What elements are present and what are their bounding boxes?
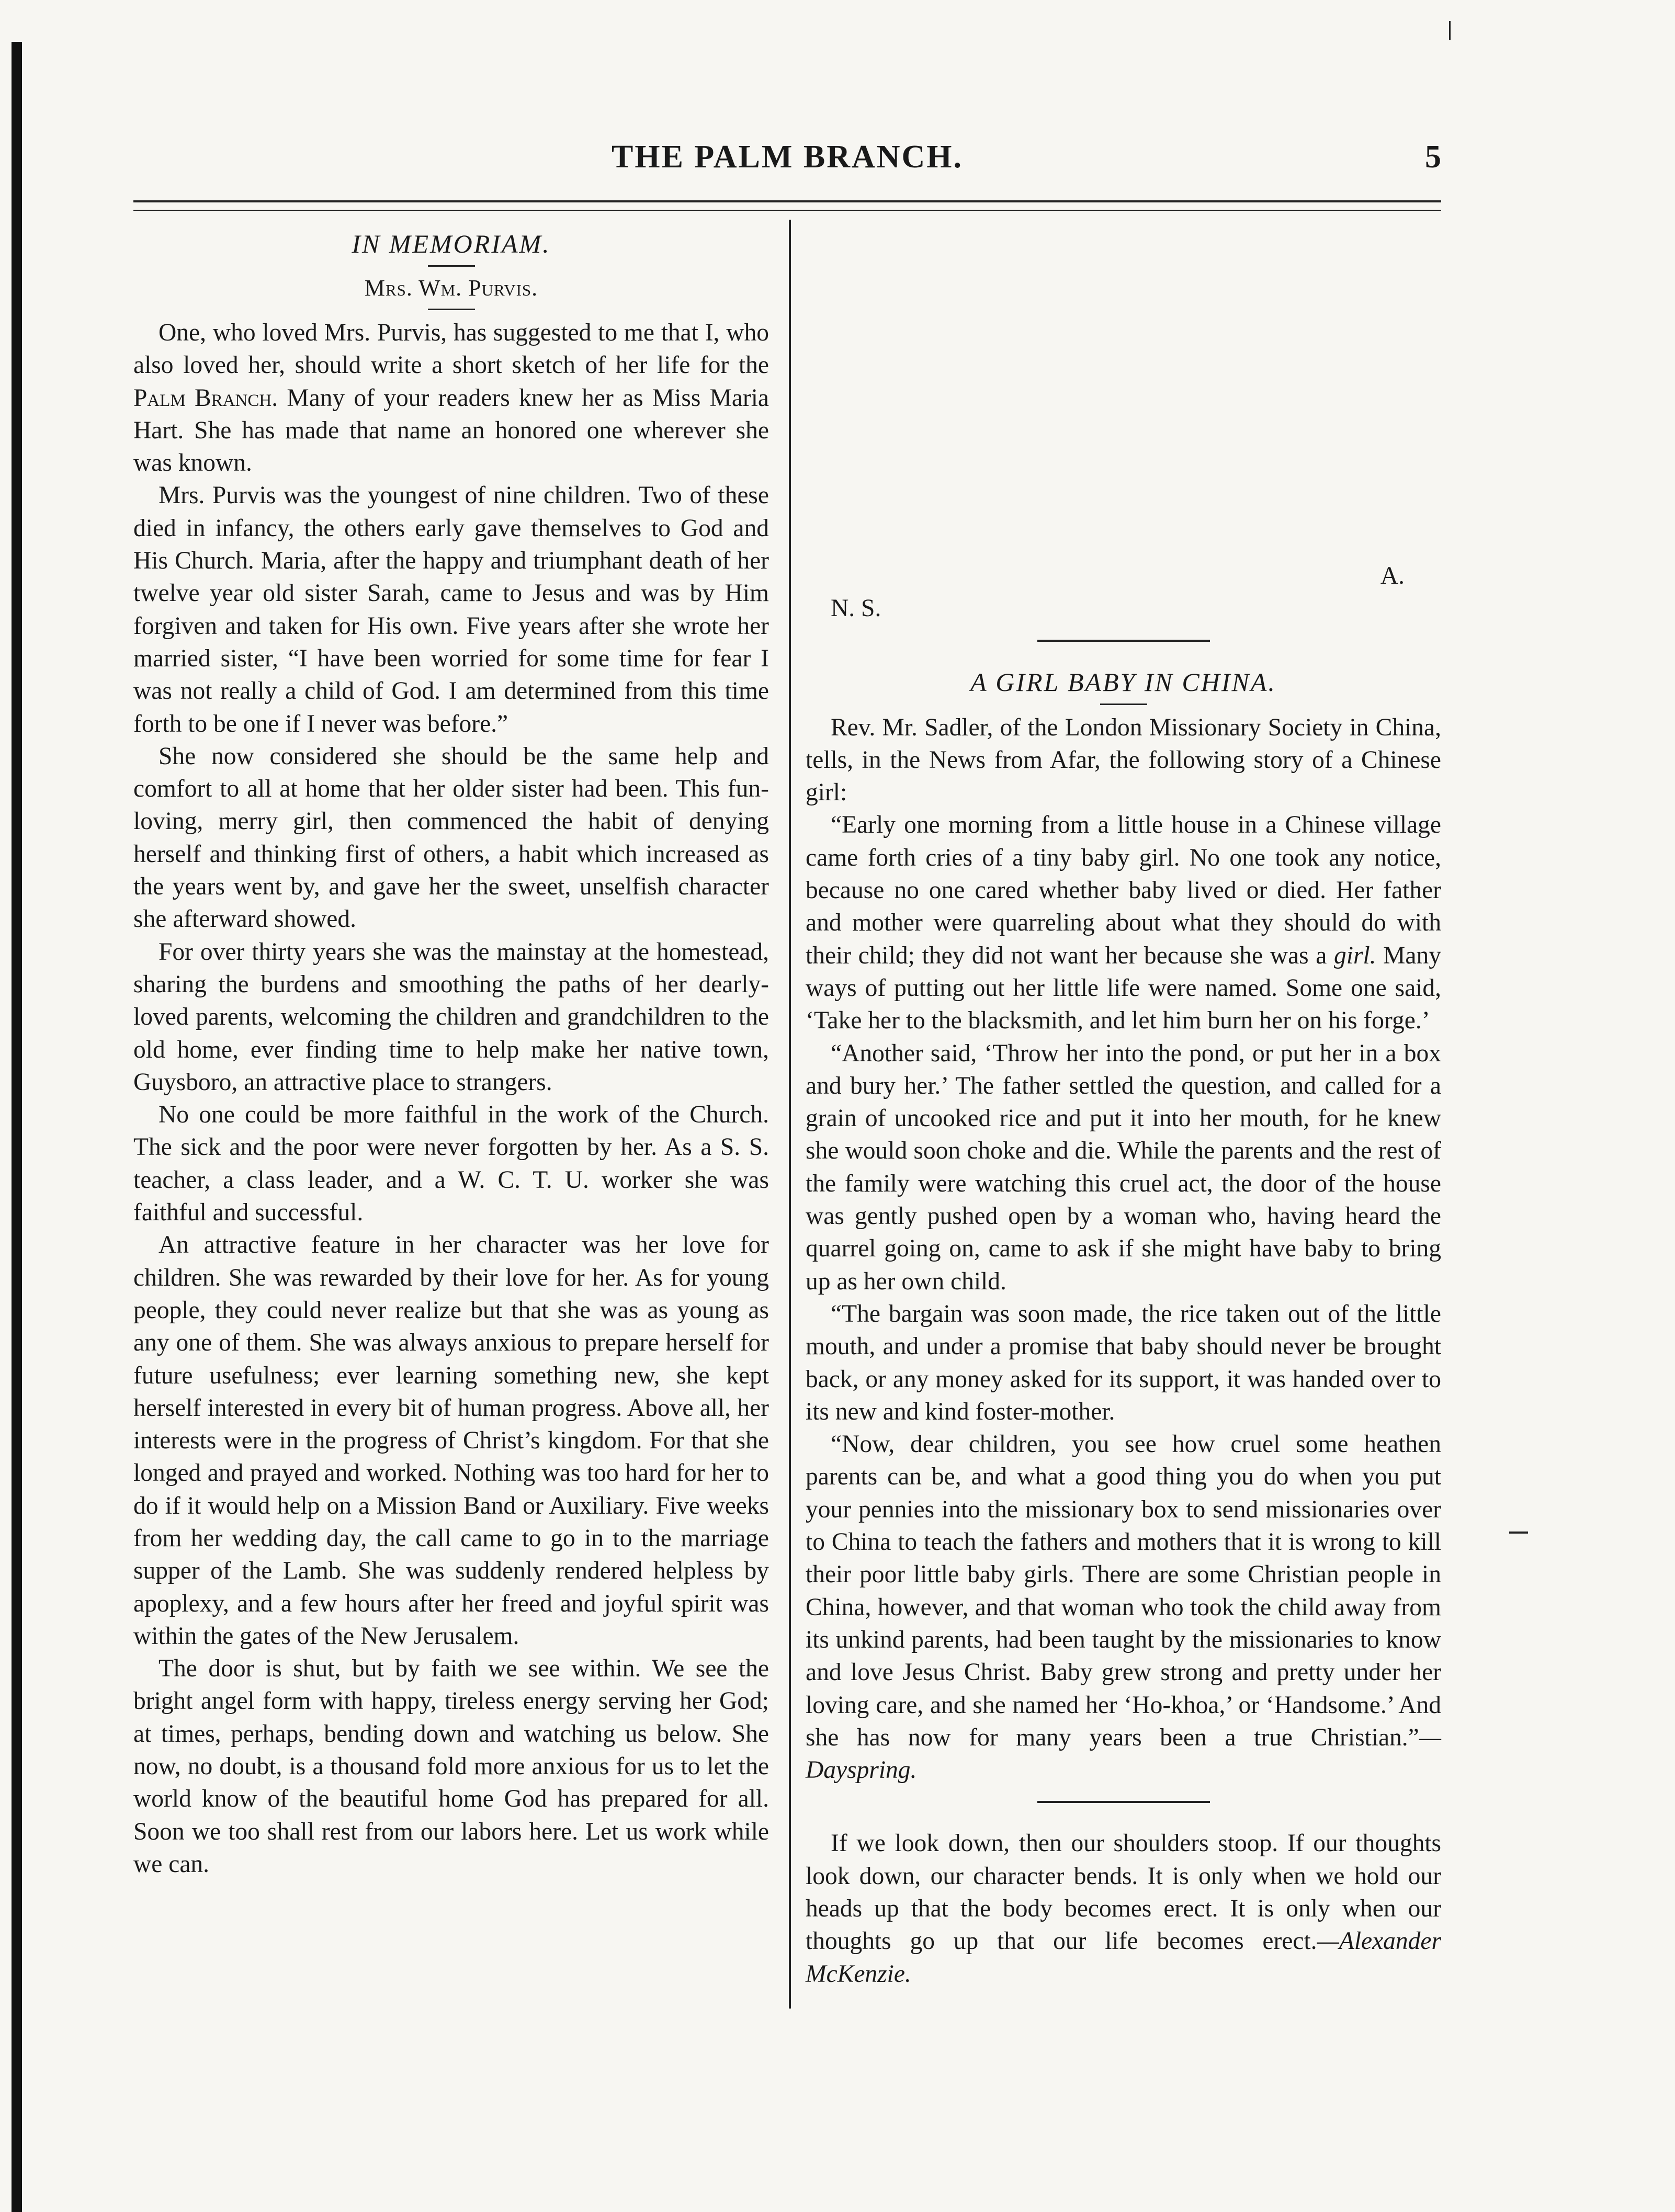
girl-baby-paragraph: Rev. Mr. Sadler, of the London Missionary Society in China, tells, in the News from Afar, the following story of a Chinese girl: — [806, 713, 1441, 807]
girl-baby-paragraph — [806, 1428, 1441, 1786]
memoriam-paragraph: Mrs. Purvis was the youngest of nine children. Two of these died in infancy, the others early gave themselves to God and His Church. Maria, after the happy and triumphant death of her twelve year old sister Sarah, came to Jesus and was by Him forgiven and taken for His own. Five years after she wrote her married sister, “I have been worried for some time for fear I was not really a child of God. I am determined from this time forth to be one if I never was before.” — [133, 482, 769, 738]
page-number: 5 — [1425, 139, 1441, 175]
signature-row — [806, 560, 1441, 592]
margin-mark — [1449, 21, 1451, 40]
left-column — [133, 222, 769, 1880]
memoriam-paragraph: An attractive feature in her character was her love for children. She was rewarded by their love for her. As for young people, they could never realize but that she was as young as any one of them. She was always anxious to prepare herself for future usefulness; ever learning something new, she kept herself interested in every bit of human progress. Above all, her interests were in the progress of Christ’s kingdom. For that she longed and prayed and worked. Nothing was too hard for her to do if it would help on a Mission Band or Auxiliary. Five weeks from her wedding day, the call came to go in to the marriage supper of the Lamb. She was suddenly rendered helpless by apoplexy, and a few hours after her freed and joyful spirit was within the gates of the New Jerusalem. — [133, 1231, 769, 1650]
quote-author: —Alexander McKenzie. — [806, 1927, 1441, 1988]
header-rule — [133, 200, 1441, 211]
memoriam-title: IN MEMORIAM. — [352, 229, 551, 258]
column-divider — [789, 220, 791, 2009]
girl-baby-title: A GIRL BABY IN CHINA. — [970, 667, 1276, 697]
emphasis-girl: girl. — [1334, 941, 1376, 969]
memoriam-paragraph-text: One, who loved Mrs. Purvis, has suggested to me that I, who also loved her, should write a short sketch of her life for the — [133, 319, 769, 379]
section-rule — [1037, 640, 1210, 642]
quote-paragraph — [806, 1827, 1441, 1990]
girl-baby-paragraph-text: “Early one morning from a little house in a Chinese village came forth cries of a tiny baby girl. No one took any notice, because no one cared whether baby lived or died. Her father and mother were quarreling about what they should do with their child; they did not want her because she was a — [806, 811, 1441, 969]
girl-baby-paragraph-text: “Now, dear children, you see how cruel some heathen parents can be, and what a good thing you do when you put your pennies into the missionary box to send missionaries over to China to teach the fathers and mothers that it is wrong to kill their poor little baby girls. There are some Christian people in China, however, and that woman who took the child away from its unkind parents, had been taught by the missionaries to know and love Jesus Christ. Baby grew strong and pretty under her loving care, and she named her ‘Ho-khoa,’ or ‘Handsome.’ And she has now for many years been a true Christian.” — [806, 1431, 1441, 1751]
memoriam-paragraph: She now considered she should be the same help and comfort to all at home that her older sister had been. This fun-loving, merry girl, then commenced the habit of denying herself and thinking first of others, a habit which increased as the years went by, and gave her the sweet, unselfish character she afterward showed. — [133, 742, 769, 933]
title-rule — [1100, 704, 1147, 705]
girl-baby-paragraph-text: Many ways of putting out her little life were named. Some one said, ‘Take her to the blacksmith, and let him burn her on his forge.’ — [806, 941, 1441, 1035]
binding-edge — [12, 42, 22, 2212]
girl-baby-paragraph: “The bargain was soon made, the rice taken out of the little mouth, and under a promise that baby should never be brought back, or any money asked for its support, it was handed over to its new and kind foster-mother. — [806, 1300, 1441, 1425]
source-credit: —Dayspring. — [806, 1723, 1441, 1784]
memoriam-subject: Mrs. Wm. Purvis. — [364, 275, 538, 301]
girl-baby-paragraph — [806, 809, 1441, 1037]
memoriam-paragraph: The door is shut, but by faith we see within. We see the bright angel form with happy, tireless energy serving her God; at times, perhaps, bending down and watching us below. She now, no doubt, is a thousand fold more anxious for us to let the world know of the beautiful home God has prepared for all. Soon we too shall rest from our labors here. Let us work while we can. — [133, 1655, 769, 1878]
memoriam-signature: A. — [1380, 562, 1405, 589]
memoriam-paragraph: For over thirty years she was the mainstay at the homestead, sharing the burdens and smoothing the paths of her dearly-loved parents, welcoming the children and grandchildren to the old home, ever finding time to help make her native town, Guysboro, an attractive place to strangers. — [133, 938, 769, 1096]
memoriam-paragraph-text: . Many of your readers knew her as Miss Maria Hart. She has made that name an honored one wherever she was known. — [133, 384, 769, 477]
title-rule — [428, 265, 475, 267]
right-column — [806, 560, 1441, 1990]
page-header — [133, 139, 1441, 196]
magazine-name: Palm Branch — [133, 384, 272, 412]
memoriam-initials: N. S. — [831, 595, 881, 622]
girl-baby-paragraph: “Another said, ‘Throw her into the pond, or put her in a box and bury her.’ The father settled the question, and called for a grain of uncooked rice and put it into her mouth, for he knew she would soon choke and die. While the parents and the rest of the family were watching this cruel act, the door of the house was gently pushed open by a woman who, having heard the quarrel going on, came to ask if she might have baby to bring up as her own child. — [806, 1039, 1441, 1295]
subject-rule — [428, 309, 475, 310]
margin-mark — [1509, 1532, 1528, 1534]
memoriam-paragraph — [133, 316, 769, 479]
section-rule — [1037, 1801, 1210, 1803]
quote-text: If we look down, then our shoulders stoop. If our thoughts look down, our character bends. It is only when we hold our heads up that the body becomes erect. It is only when our thoughts go up that our life becomes erect. — [806, 1830, 1441, 1955]
page-title: THE PALM BRANCH. — [611, 139, 964, 175]
memoriam-paragraph: No one could be more faithful in the work of the Church. The sick and the poor were never forgotten by her. As a S. S. teacher, a class leader, and a W. C. T. U. worker she was faithful and successful. — [133, 1101, 769, 1227]
